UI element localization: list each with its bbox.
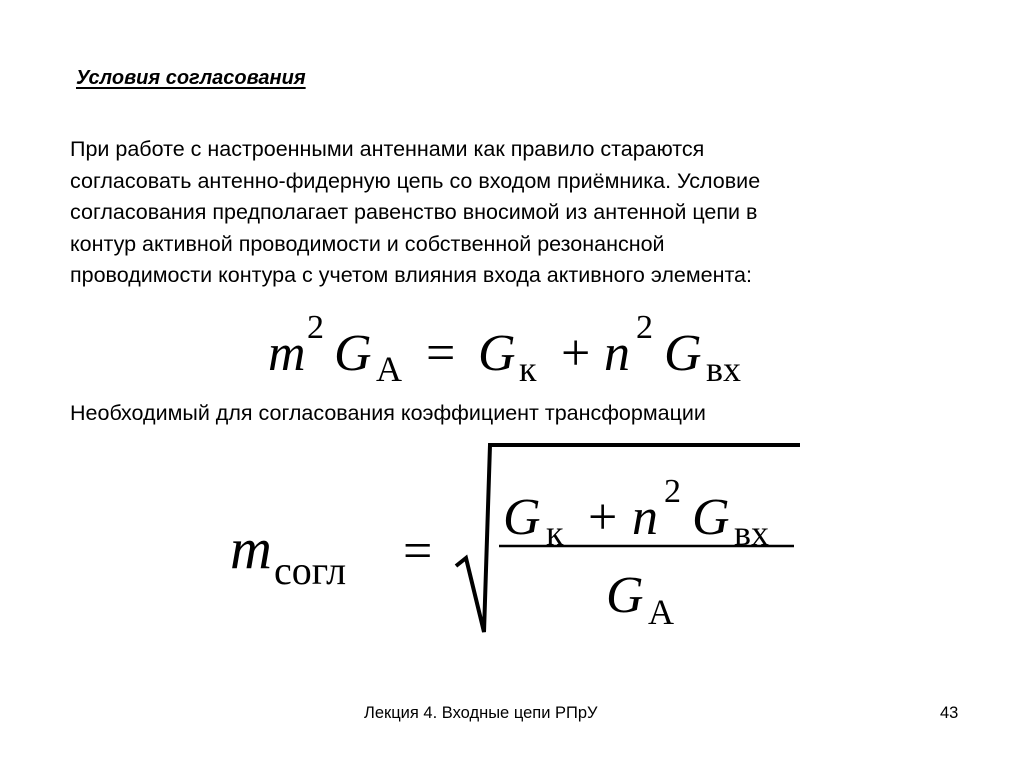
formula-subscript: А bbox=[648, 592, 674, 632]
formula-symbol: G bbox=[692, 489, 730, 546]
formula-operator: = bbox=[426, 325, 456, 382]
formula-symbol: G bbox=[478, 325, 516, 382]
formula-symbol: G bbox=[503, 489, 541, 546]
slide-title: Условия согласования bbox=[76, 67, 306, 89]
formula-symbol: n bbox=[604, 325, 630, 382]
page-number: 43 bbox=[940, 704, 959, 722]
formula-symbol: G bbox=[334, 325, 372, 382]
formula-symbol: n bbox=[632, 489, 658, 546]
coefficient-caption: Необходимый для согласования коэффициент трансформации bbox=[70, 401, 706, 425]
transformation-coefficient-formula bbox=[230, 445, 800, 632]
formula-subscript: вх bbox=[706, 349, 741, 389]
paragraph-line: проводимости контура с учетом влияния входа активного элемента: bbox=[70, 263, 752, 287]
matching-condition-formula bbox=[268, 309, 741, 389]
intro-paragraph bbox=[70, 134, 960, 292]
formula-operator: = bbox=[403, 523, 433, 580]
formula-operator: + bbox=[561, 325, 591, 382]
formula-subscript: вх bbox=[734, 513, 769, 553]
formula-subscript: к bbox=[546, 513, 564, 553]
formula-symbol: G bbox=[606, 567, 644, 624]
formula-operator: + bbox=[588, 489, 618, 546]
paragraph-line: При работе с настроенными антеннами как правило стараются bbox=[70, 137, 705, 161]
formula-symbol: G bbox=[664, 325, 702, 382]
square-root-sign bbox=[456, 445, 800, 632]
formula-exponent: 2 bbox=[636, 309, 653, 346]
formula-subscript: к bbox=[519, 349, 537, 389]
formula-symbol: m bbox=[268, 325, 306, 382]
paragraph-line: согласования предполагает равенство вносимой из антенной цепи в bbox=[70, 200, 758, 224]
paragraph-line: контур активной проводимости и собственной резонансной bbox=[70, 231, 665, 256]
formula-subscript: согл bbox=[274, 548, 347, 593]
formula-exponent: 2 bbox=[664, 473, 681, 510]
formula-subscript: А bbox=[376, 349, 402, 389]
slide-footer: Лекция 4. Входные цепи РПрУ bbox=[364, 704, 598, 722]
paragraph-line: согласовать антенно-фидерную цепь со входом приёмника. Условие bbox=[70, 168, 761, 193]
formula-exponent: 2 bbox=[307, 309, 324, 346]
formula-symbol: m bbox=[230, 516, 272, 581]
